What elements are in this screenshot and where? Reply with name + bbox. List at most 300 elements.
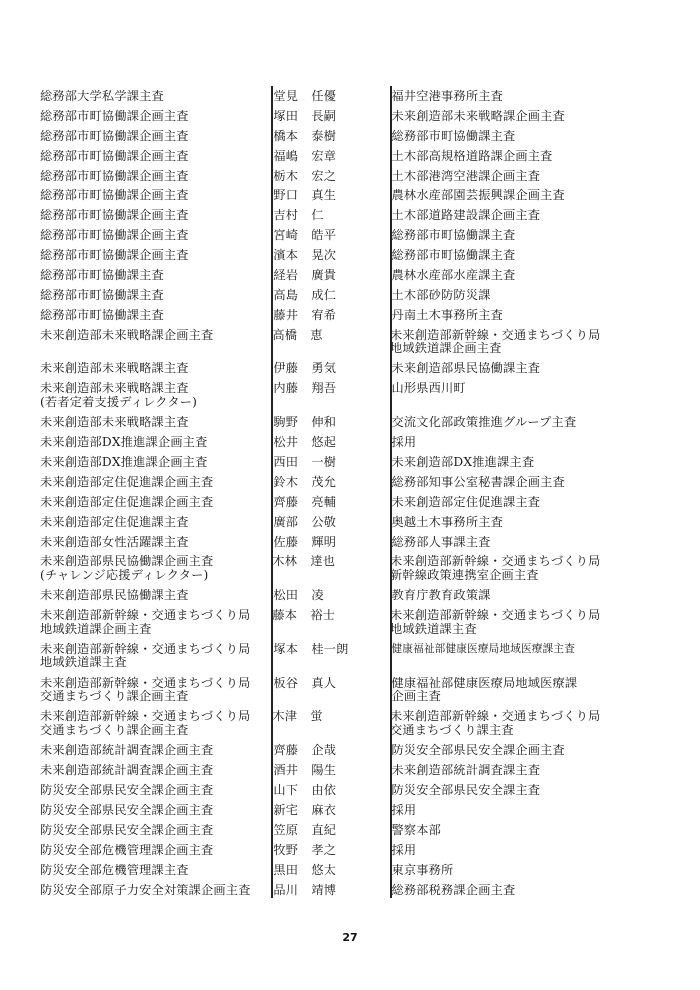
- new-position-line: 未来創造部県民協働課主査: [391, 361, 541, 376]
- previous-position: [40, 167, 271, 184]
- given-name: 宏之: [311, 168, 337, 183]
- table-row: [40, 206, 600, 226]
- family-name: 笠原: [273, 822, 299, 837]
- new-position: [390, 453, 601, 470]
- given-name: 成仁: [311, 287, 337, 302]
- previous-position-line: 未来創造部未来戦略課主査: [40, 381, 189, 396]
- given-name: 凌: [311, 588, 324, 603]
- new-position-line: 総務部市町協働課主査: [391, 248, 516, 263]
- previous-position-line: 未来創造部新幹線・交通まちづくり局: [40, 641, 251, 656]
- given-name: 廣貴: [311, 268, 337, 283]
- new-position: [390, 379, 601, 396]
- given-name: 真人: [311, 675, 337, 690]
- given-name: 輝明: [311, 534, 337, 549]
- person-name: [271, 286, 389, 303]
- previous-position: [40, 186, 271, 203]
- previous-position-line: 総務部市町協働課企画主査: [40, 148, 189, 163]
- previous-position-line: 防災安全部県民安全課企画主査: [40, 822, 214, 837]
- previous-position-line: 防災安全部危機管理課企画主査: [40, 842, 214, 857]
- previous-position-line: 未来創造部県民協働課主査: [40, 588, 189, 603]
- previous-position-line: 防災安全部原子力安全対策課企画主査: [40, 882, 251, 897]
- person-name: [271, 801, 389, 818]
- new-position: [390, 493, 601, 510]
- previous-position-line: 総務部市町協働課企画主査: [40, 188, 189, 203]
- new-position: [390, 413, 601, 430]
- previous-position-line: (若者定着支援ディレクター): [40, 394, 198, 409]
- personnel-transfer-table: [40, 87, 600, 900]
- new-position-line: 健康福祉部健康医療局地域医療課主査: [391, 642, 575, 655]
- previous-position: [40, 493, 271, 510]
- family-name: 鈴木: [273, 474, 299, 489]
- new-position: [390, 781, 601, 798]
- family-name: 板谷: [273, 675, 299, 690]
- table-row: [40, 167, 600, 187]
- table-row: [40, 741, 600, 761]
- new-position-line: 未来創造部新幹線・交通まちづくり局: [390, 608, 601, 623]
- previous-position: [40, 87, 271, 104]
- previous-position: [40, 286, 271, 303]
- family-name: 宮崎: [273, 228, 299, 243]
- person-name: [271, 87, 389, 104]
- previous-position-line: 地域鉄道課主査: [40, 655, 127, 670]
- person-name: [271, 167, 389, 184]
- person-name: [271, 513, 389, 530]
- previous-position: [40, 433, 271, 450]
- family-name: 佐藤: [273, 534, 299, 549]
- new-position-line: 地域鉄道課主査: [390, 621, 477, 636]
- family-name: 齊藤: [273, 494, 299, 509]
- given-name: 真生: [311, 188, 337, 203]
- table-row: [40, 640, 600, 674]
- previous-position-line: 総務部市町協働課主査: [40, 287, 164, 302]
- person-name: [271, 586, 389, 603]
- previous-position-line: 総務部市町協働課企画主査: [40, 208, 189, 223]
- previous-position-line: 交通まちづくり課企画主査: [40, 723, 189, 738]
- family-name: 栃木: [273, 168, 299, 183]
- new-position: [390, 674, 601, 704]
- previous-position-line: 未来創造部統計調査課企画主査: [40, 763, 214, 778]
- given-name: 悠太: [311, 862, 337, 877]
- person-name: [271, 781, 389, 798]
- previous-position-line: 未来創造部未来戦略課企画主査: [40, 327, 214, 342]
- new-position: [390, 266, 601, 283]
- family-name: 高橋: [272, 327, 298, 342]
- new-position: [390, 226, 601, 243]
- previous-position: [40, 841, 271, 858]
- given-name: 靖博: [311, 882, 337, 897]
- family-name: 経岩: [273, 268, 299, 283]
- given-name: 裕士: [310, 608, 336, 623]
- table-row: [40, 266, 600, 286]
- table-row: [40, 533, 600, 553]
- new-position-line: 総務部知事公室秘書課企画主査: [391, 474, 565, 489]
- person-name: [271, 533, 389, 550]
- new-position-line: 地域鉄道課企画主査: [390, 341, 502, 356]
- previous-position: [40, 206, 271, 223]
- new-position-line: 交通まちづくり課主査: [390, 723, 514, 738]
- family-name: 野口: [273, 188, 299, 203]
- family-name: 山下: [273, 783, 299, 798]
- family-name: 橋本: [273, 128, 299, 143]
- family-name: 藤本: [272, 608, 298, 623]
- given-name: 皓平: [311, 228, 337, 243]
- given-name: 達也: [310, 554, 336, 569]
- table-row: [40, 127, 600, 147]
- person-name: [271, 861, 389, 878]
- previous-position-line: 総務部市町協働課企画主査: [40, 108, 189, 123]
- given-name: 悠起: [311, 435, 337, 450]
- person-name: [271, 206, 389, 223]
- family-name: 黒田: [273, 862, 299, 877]
- given-name: 宏章: [311, 148, 337, 163]
- person-name: [270, 552, 388, 569]
- table-row: [40, 306, 600, 326]
- previous-position: [40, 781, 271, 798]
- new-position: [390, 246, 601, 263]
- previous-position-line: 総務部市町協働課企画主査: [40, 248, 189, 263]
- new-position: [390, 286, 601, 303]
- previous-position: [40, 821, 271, 838]
- table-row: [40, 606, 600, 640]
- given-name: 一樹: [311, 454, 337, 469]
- previous-position-line: 未来創造部女性活躍課主査: [40, 534, 189, 549]
- previous-position-line: 未来創造部新幹線・交通まちづくり局: [40, 675, 251, 690]
- person-name: [270, 707, 388, 724]
- family-name: 松井: [273, 435, 299, 450]
- table-row: [40, 674, 600, 708]
- given-name: 晃次: [311, 248, 337, 263]
- person-name: [271, 493, 389, 510]
- new-position-line: 土木部高規格道路課企画主査: [391, 148, 553, 163]
- table-row: [40, 359, 600, 379]
- new-position: [390, 640, 601, 657]
- table-row: [40, 801, 600, 821]
- person-name: [271, 266, 389, 283]
- new-position-line: 総務部市町協働課主査: [391, 228, 516, 243]
- table-row: [40, 413, 600, 433]
- new-position-line: 警察本部: [391, 822, 442, 837]
- given-name: 蛍: [310, 709, 323, 724]
- previous-position-line: 未来創造部定住促進課主査: [40, 514, 189, 529]
- new-position-line: 採用: [391, 842, 417, 857]
- new-position: [390, 433, 601, 450]
- new-position: [390, 533, 601, 550]
- table-row: [40, 707, 600, 741]
- table-row: [40, 586, 600, 606]
- new-position-line: 農林水産部園芸振興課企画主査: [391, 188, 565, 203]
- table-row: [40, 147, 600, 167]
- family-name: 伊藤: [273, 361, 299, 376]
- person-name: [271, 640, 389, 657]
- table-row: [40, 821, 600, 841]
- previous-position-line: 防災安全部危機管理課主査: [40, 862, 189, 877]
- new-position-line: 企画主査: [391, 689, 442, 704]
- new-position-line: 土木部砂防防災課: [391, 287, 491, 302]
- previous-position: [40, 306, 271, 323]
- new-position-line: 農林水産部水産課主査: [391, 268, 516, 283]
- previous-position: [40, 453, 271, 470]
- family-name: 廣部: [273, 514, 299, 529]
- given-name: 勇気: [311, 361, 337, 376]
- person-name: [271, 379, 389, 396]
- table-row: [40, 226, 600, 246]
- previous-position: [40, 379, 271, 409]
- new-position-line: 丹南土木事務所主査: [391, 307, 503, 322]
- previous-position-line: 未来創造部定住促進課企画主査: [40, 474, 214, 489]
- new-position-line: 健康福祉部健康医療局地域医療課: [391, 675, 578, 690]
- previous-position: [40, 741, 271, 758]
- family-name: 松田: [273, 588, 299, 603]
- previous-position: [40, 707, 270, 737]
- given-name: 企哉: [311, 743, 337, 758]
- previous-position-line: 未来創造部新幹線・交通まちづくり局: [40, 709, 251, 724]
- new-position: [388, 326, 600, 356]
- new-position: [390, 147, 601, 164]
- new-position: [390, 841, 601, 858]
- new-position-line: 土木部港湾空港課企画主査: [391, 168, 541, 183]
- person-name: [271, 433, 389, 450]
- family-name: 堂見: [273, 89, 299, 103]
- family-name: 西田: [273, 454, 299, 469]
- family-name: 塚本: [273, 641, 299, 656]
- table-row: [40, 246, 600, 266]
- previous-position: [40, 266, 271, 283]
- new-position-line: 未来創造部定住促進課主査: [391, 494, 541, 509]
- new-position-line: 福井空港事務所主査: [391, 89, 503, 103]
- previous-position: [40, 640, 271, 670]
- previous-position-line: 地域鉄道課企画主査: [40, 621, 152, 636]
- new-position: [390, 167, 601, 184]
- previous-position: [40, 326, 270, 343]
- family-name: 藤井: [273, 307, 299, 322]
- family-name: 木津: [272, 709, 298, 724]
- previous-position-line: 未来創造部未来戦略課主査: [40, 415, 189, 430]
- person-name: [271, 107, 389, 124]
- new-position-line: 未来創造部新幹線・交通まちづくり局: [390, 327, 601, 342]
- previous-position: [40, 606, 270, 636]
- person-name: [271, 821, 389, 838]
- person-name: [270, 326, 388, 343]
- new-position: [390, 87, 601, 104]
- family-name: 内藤: [273, 381, 299, 396]
- given-name: 桂一朗: [311, 641, 349, 656]
- previous-position: [40, 513, 271, 530]
- person-name: [271, 226, 389, 243]
- previous-position-line: 総務部市町協働課主査: [40, 268, 164, 283]
- previous-position: [40, 881, 271, 898]
- previous-position-line: 未来創造部県民協働課企画主査: [40, 554, 214, 569]
- person-name: [270, 606, 388, 623]
- table-row: [40, 493, 600, 513]
- previous-position-line: 総務部大学私学課主査: [40, 89, 164, 103]
- family-name: 駒野: [273, 415, 299, 430]
- given-name: 公敬: [311, 514, 337, 529]
- given-name: 仁: [311, 208, 324, 223]
- person-name: [271, 841, 389, 858]
- person-name: [271, 741, 389, 758]
- new-position-line: 未来創造部新幹線・交通まちづくり局: [390, 709, 601, 724]
- given-name: 孝之: [311, 842, 337, 857]
- table-row: [40, 453, 600, 473]
- family-name: 吉村: [273, 208, 299, 223]
- family-name: 齊藤: [273, 743, 299, 758]
- previous-position-line: 未来創造部未来戦略課主査: [40, 361, 189, 376]
- new-position-line: 交流文化部政策推進グループ主査: [391, 415, 577, 430]
- previous-position: [40, 226, 271, 243]
- person-name: [271, 413, 389, 430]
- family-name: 酒井: [273, 763, 299, 778]
- new-position-line: 新幹線政策連携室企画主査: [390, 568, 539, 582]
- new-position: [388, 552, 600, 582]
- person-name: [271, 674, 389, 691]
- new-position-line: 未来創造部新幹線・交通まちづくり局: [390, 554, 601, 569]
- new-position: [390, 881, 601, 898]
- previous-position-line: 総務部市町協働課企画主査: [40, 228, 189, 243]
- table-row: [40, 87, 600, 107]
- family-name: 濱本: [273, 248, 299, 263]
- person-name: [271, 473, 389, 490]
- previous-position-line: 総務部市町協働課企画主査: [40, 128, 189, 143]
- family-name: 品川: [273, 882, 299, 897]
- previous-position-line: 未来創造部新幹線・交通まちづくり局: [40, 608, 251, 623]
- given-name: 麻衣: [311, 802, 337, 817]
- given-name: 任優: [311, 89, 337, 103]
- new-position-line: 総務部税務課企画主査: [391, 882, 516, 897]
- previous-position: [40, 359, 271, 376]
- new-position: [390, 741, 601, 758]
- previous-position: [40, 533, 271, 550]
- previous-position: [40, 147, 271, 164]
- person-name: [271, 147, 389, 164]
- family-name: 高島: [273, 287, 299, 302]
- new-position: [390, 473, 601, 490]
- previous-position-line: 交通まちづくり課企画主査: [40, 689, 189, 704]
- previous-position: [40, 127, 271, 144]
- given-name: 伸和: [311, 415, 337, 430]
- person-name: [271, 306, 389, 323]
- new-position: [390, 821, 601, 838]
- given-name: 直紀: [311, 822, 337, 837]
- previous-position: [40, 761, 271, 778]
- given-name: 泰樹: [311, 128, 337, 143]
- previous-position-line: 未来創造部DX推進課企画主査: [40, 435, 208, 450]
- table-row: [40, 761, 600, 781]
- previous-position: [40, 107, 271, 124]
- given-name: 翔吾: [311, 381, 337, 396]
- given-name: 亮輔: [311, 494, 337, 509]
- previous-position: [40, 801, 271, 818]
- previous-position: [40, 246, 271, 263]
- new-position: [390, 206, 601, 223]
- table-row: [40, 186, 600, 206]
- new-position-line: 採用: [391, 802, 417, 817]
- new-position: [390, 513, 601, 530]
- new-position: [390, 761, 601, 778]
- previous-position-line: 総務部市町協働課企画主査: [40, 168, 189, 183]
- new-position: [390, 127, 601, 144]
- table-row: [40, 841, 600, 861]
- given-name: 由依: [311, 783, 337, 798]
- new-position-line: 採用: [391, 435, 417, 450]
- person-name: [271, 127, 389, 144]
- new-position: [390, 801, 601, 818]
- new-position: [390, 359, 601, 376]
- given-name: 茂允: [311, 474, 337, 489]
- person-name: [271, 186, 389, 203]
- given-name: 陽生: [311, 763, 337, 778]
- previous-position-line: 総務部市町協働課主査: [40, 307, 164, 322]
- person-name: [271, 761, 389, 778]
- new-position: [390, 107, 601, 124]
- new-position: [390, 861, 601, 878]
- new-position-line: 教育庁教育政策課: [391, 588, 491, 603]
- new-position-line: 奥越土木事務所主査: [391, 514, 503, 529]
- new-position-line: 未来創造部DX推進課主査: [391, 454, 535, 469]
- family-name: 福嶋: [273, 148, 299, 163]
- table-row: [40, 473, 600, 493]
- page-number: 27: [342, 931, 358, 944]
- table-row: [40, 881, 600, 901]
- previous-position-line: 未来創造部定住促進課企画主査: [40, 494, 214, 509]
- table-row: [40, 513, 600, 533]
- person-name: [271, 453, 389, 470]
- given-name: 恵: [310, 327, 323, 342]
- previous-position: [40, 674, 271, 704]
- new-position-line: 山形県西川町: [391, 381, 466, 396]
- new-position-line: 総務部市町協働課主査: [391, 128, 516, 143]
- given-name: 宥希: [311, 307, 337, 322]
- table-row: [40, 433, 600, 453]
- new-position: [390, 186, 601, 203]
- table-row: [40, 286, 600, 306]
- family-name: 新宅: [273, 802, 299, 817]
- new-position-line: 土木部道路建設課企画主査: [391, 208, 541, 223]
- table-row: [40, 861, 600, 881]
- table-row: [40, 552, 600, 586]
- previous-position: [40, 413, 271, 430]
- table-row: [40, 379, 600, 413]
- new-position-line: 未来創造部未来戦略課企画主査: [391, 108, 565, 123]
- previous-position: [40, 861, 271, 878]
- family-name: 塚田: [273, 108, 299, 123]
- new-position-line: 東京事務所: [391, 862, 454, 877]
- new-position: [388, 707, 600, 737]
- family-name: 牧野: [273, 842, 299, 857]
- person-name: [271, 881, 389, 898]
- new-position: [390, 306, 601, 323]
- previous-position-line: (チャレンジ応援ディレクター): [40, 568, 209, 582]
- previous-position-line: 防災安全部県民安全課企画主査: [40, 802, 214, 817]
- new-position-line: 未来創造部統計調査課主査: [391, 763, 541, 778]
- new-position-line: 防災安全部県民安全課主査: [391, 783, 541, 798]
- table-row: [40, 781, 600, 801]
- person-name: [271, 359, 389, 376]
- previous-position-line: 防災安全部県民安全課企画主査: [40, 783, 214, 798]
- previous-position: [40, 473, 271, 490]
- given-name: 長嗣: [311, 108, 337, 123]
- table-row: [40, 326, 600, 360]
- previous-position-line: 未来創造部統計調査課企画主査: [40, 743, 214, 758]
- previous-position: [40, 552, 270, 582]
- person-name: [271, 246, 389, 263]
- family-name: 木林: [272, 554, 298, 569]
- table-row: [40, 107, 600, 127]
- previous-position-line: 未来創造部DX推進課企画主査: [40, 454, 208, 469]
- new-position-line: 防災安全部県民安全課企画主査: [391, 743, 565, 758]
- previous-position: [40, 586, 271, 603]
- new-position: [390, 586, 601, 603]
- new-position-line: 総務部人事課主査: [391, 534, 491, 549]
